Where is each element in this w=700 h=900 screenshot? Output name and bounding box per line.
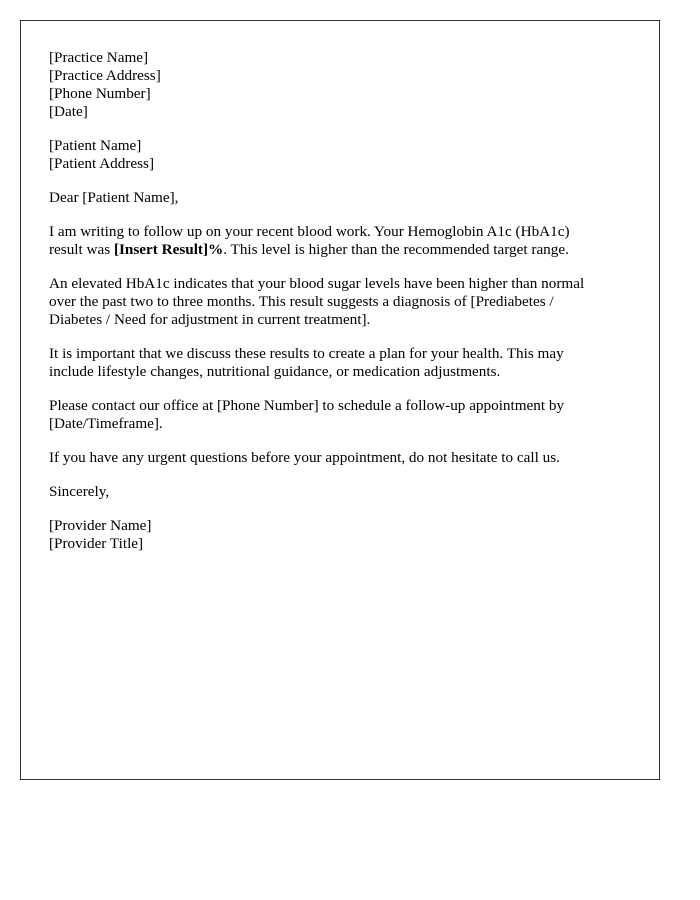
provider-signature bbox=[49, 517, 629, 553]
paragraph-diagnosis bbox=[49, 275, 629, 329]
paragraph-result bbox=[49, 223, 629, 259]
paragraph-result-line-2 bbox=[49, 241, 629, 259]
practice-phone: [Phone Number] bbox=[49, 85, 151, 102]
paragraph-plan bbox=[49, 345, 629, 381]
paragraph-diagnosis-line-3: Diabetes / Need for adjustment in current treatment]. bbox=[49, 311, 371, 328]
paragraph-diagnosis-line-2: over the past two to three months. This result suggests a diagnosis of [Prediabetes / bbox=[49, 293, 554, 310]
paragraph-contact-line-1: Please contact our office at [Phone Number] to schedule a follow-up appointment by bbox=[49, 397, 565, 414]
provider-name: [Provider Name] bbox=[49, 517, 152, 534]
practice-address: [Practice Address] bbox=[49, 67, 161, 84]
patient-address: [Patient Address] bbox=[49, 155, 155, 172]
result-prefix: result was bbox=[49, 241, 114, 258]
patient-info bbox=[49, 137, 629, 173]
provider-title: [Provider Title] bbox=[49, 535, 144, 552]
salutation: Dear [Patient Name], bbox=[49, 189, 179, 206]
letter-frame bbox=[20, 20, 660, 780]
paragraph-result-line-1: I am writing to follow up on your recent blood work. Your Hemoglobin A1c (HbA1c) bbox=[49, 223, 570, 240]
practice-name: [Practice Name] bbox=[49, 49, 149, 66]
paragraph-urgent-line-1: If you have any urgent questions before your appointment, do not hesitate to call us. bbox=[49, 449, 560, 466]
paragraph-urgent bbox=[49, 449, 629, 467]
letter-content bbox=[49, 49, 629, 553]
patient-name: [Patient Name] bbox=[49, 137, 142, 154]
paragraph-contact-line-2: [Date/Timeframe]. bbox=[49, 415, 163, 432]
letter-date: [Date] bbox=[49, 103, 88, 120]
result-value: [Insert Result]% bbox=[113, 241, 224, 258]
result-suffix: . This level is higher than the recommended target range. bbox=[223, 241, 569, 258]
practice-info bbox=[49, 49, 629, 121]
paragraph-plan-line-1: It is important that we discuss these results to create a plan for your health. This may bbox=[49, 345, 564, 362]
paragraph-contact bbox=[49, 397, 629, 433]
closing: Sincerely, bbox=[49, 483, 110, 500]
paragraph-diagnosis-line-1: An elevated HbA1c indicates that your blood sugar levels have been higher than normal bbox=[49, 275, 585, 292]
paragraph-plan-line-2: include lifestyle changes, nutritional guidance, or medication adjustments. bbox=[49, 363, 501, 380]
